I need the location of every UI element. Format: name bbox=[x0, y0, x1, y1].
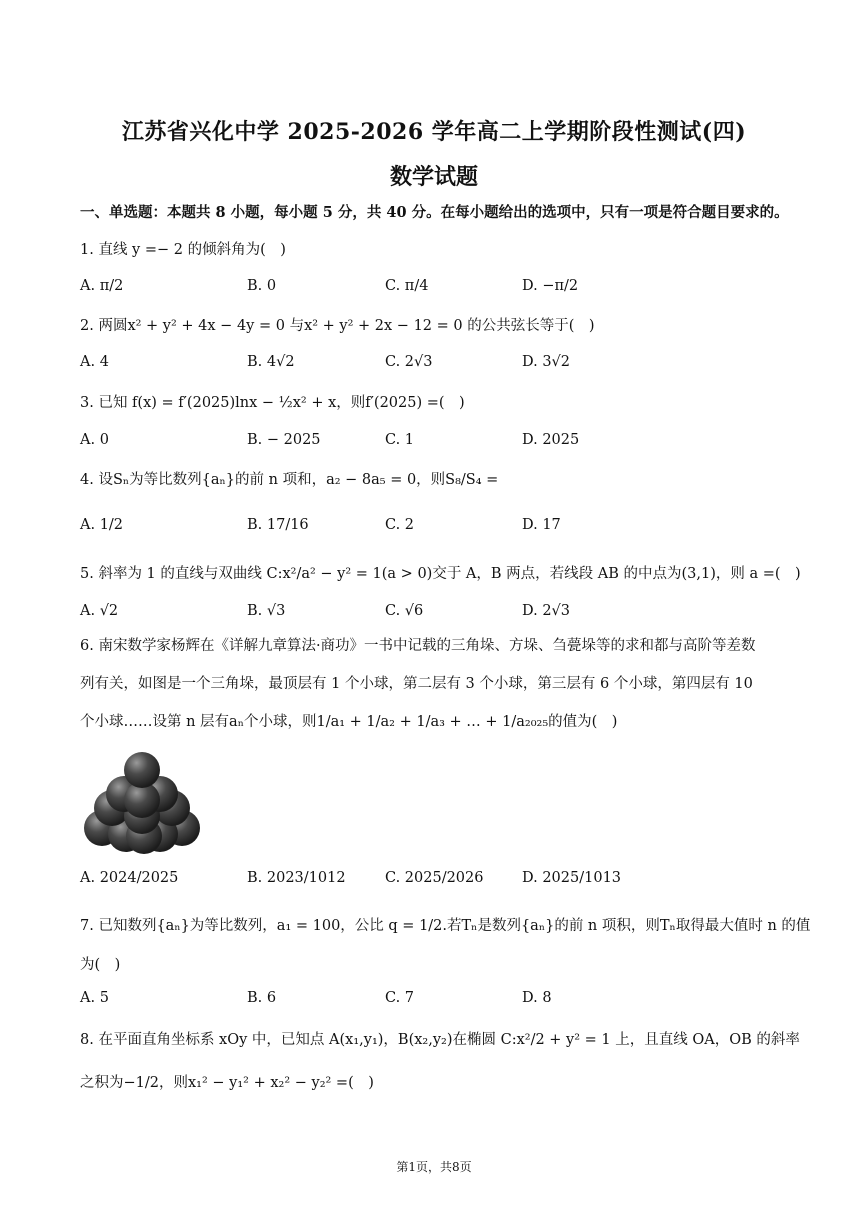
question-6-stem-line-1: 6. 南宋数学家杨辉在《详解九章算法·商功》一书中记载的三角垛、方垛、刍甍垛等的求和都与高阶等差数 bbox=[80, 638, 756, 654]
question-6-option-a: A. 2024/2025 bbox=[80, 870, 179, 886]
question-3-option-c: C. 1 bbox=[385, 432, 415, 448]
question-5-option-b: B. √3 bbox=[247, 603, 286, 619]
question-7-stem-line-1: 7. 已知数列{aₙ}为等比数列，a₁ = 100，公比 q = 1/2.若Tₙ是数列{aₙ}的前 n 项积，则Tₙ取得最大值时 n 的值 bbox=[80, 918, 811, 934]
question-6-option-c: C. 2025/2026 bbox=[385, 870, 484, 886]
triangular-stack-figure bbox=[82, 750, 202, 855]
question-4-option-d: D. 17 bbox=[522, 517, 561, 533]
question-2-option-c: C. 2√3 bbox=[385, 354, 433, 370]
question-4-stem: 4. 设Sₙ为等比数列{aₙ}的前 n 项和，a₂ − 8a₅ = 0，则S₈/S₄ = bbox=[80, 472, 499, 488]
page-footer: 第1页，共8页 bbox=[396, 1160, 472, 1174]
question-3-option-d: D. 2025 bbox=[522, 432, 580, 448]
page-title: 江苏省兴化中学 2025-2026 学年高二上学期阶段性测试(四) bbox=[121, 119, 747, 145]
question-6-option-b: B. 2023/1012 bbox=[247, 870, 346, 886]
question-5-stem: 5. 斜率为 1 的直线与双曲线 C:x²/a² − y² = 1(a > 0)交于 A，B 两点，若线段 AB 的中点为(3,1)，则 a =( ) bbox=[80, 566, 801, 582]
question-5-option-c: C. √6 bbox=[385, 603, 424, 619]
question-4-option-c: C. 2 bbox=[385, 517, 415, 533]
question-3-stem: 3. 已知 f(x) = f′(2025)lnx − ½x² + x，则f′(2025) =( ) bbox=[80, 395, 465, 411]
question-7-stem-line-2: 为( ) bbox=[80, 957, 121, 973]
question-5-option-a: A. √2 bbox=[80, 603, 119, 619]
question-4-option-a: A. 1/2 bbox=[80, 517, 124, 533]
question-7-option-c: C. 7 bbox=[385, 990, 415, 1006]
question-2-stem: 2. 两圆x² + y² + 4x − 4y = 0 与x² + y² + 2x − 12 = 0 的公共弦长等于( ) bbox=[80, 318, 595, 334]
question-2-option-b: B. 4√2 bbox=[247, 354, 295, 370]
question-1-option-d: D. −π/2 bbox=[522, 278, 579, 294]
question-6-stem-line-2: 列有关，如图是一个三角垛，最顶层有 1 个小球，第二层有 3 个小球，第三层有 6 个小球，第四层有 10 bbox=[80, 676, 753, 692]
question-7-option-d: D. 8 bbox=[522, 990, 552, 1006]
question-1-option-b: B. 0 bbox=[247, 278, 277, 294]
question-6-stem-line-3: 个小球……设第 n 层有aₙ个小球，则1/a₁ + 1/a₂ + 1/a₃ + … + 1/a₂₀₂₅的值为( ) bbox=[80, 714, 618, 730]
question-7-option-b: B. 6 bbox=[247, 990, 277, 1006]
question-2-option-d: D. 3√2 bbox=[522, 354, 571, 370]
question-8-stem-line-1: 8. 在平面直角坐标系 xOy 中，已知点 A(x₁,y₁)，B(x₂,y₂)在椭圆 C:x²/2 + y² = 1 上，且直线 OA，OB 的斜率 bbox=[80, 1032, 800, 1048]
question-2-option-a: A. 4 bbox=[80, 354, 109, 370]
question-4-option-b: B. 17/16 bbox=[247, 517, 309, 533]
question-6-option-d: D. 2025/1013 bbox=[522, 870, 622, 886]
section-heading: 一、单选题：本题共 8 小题，每小题 5 分，共 40 分。在每小题给出的选项中，只有一项是符合题目要求的。 bbox=[80, 204, 789, 221]
question-3-option-b: B. − 2025 bbox=[247, 432, 321, 448]
page-subtitle: 数学试题 bbox=[389, 164, 478, 190]
question-1-option-c: C. π/4 bbox=[385, 278, 429, 294]
question-3-option-a: A. 0 bbox=[80, 432, 109, 448]
question-8-stem-line-2: 之积为−1/2，则x₁² − y₁² + x₂² − y₂² =( ) bbox=[80, 1075, 374, 1091]
question-1-stem: 1. 直线 y =− 2 的倾斜角为( ) bbox=[80, 242, 286, 258]
question-7-option-a: A. 5 bbox=[80, 990, 109, 1006]
question-1-option-a: A. π/2 bbox=[80, 278, 124, 294]
question-5-option-d: D. 2√3 bbox=[522, 603, 571, 619]
